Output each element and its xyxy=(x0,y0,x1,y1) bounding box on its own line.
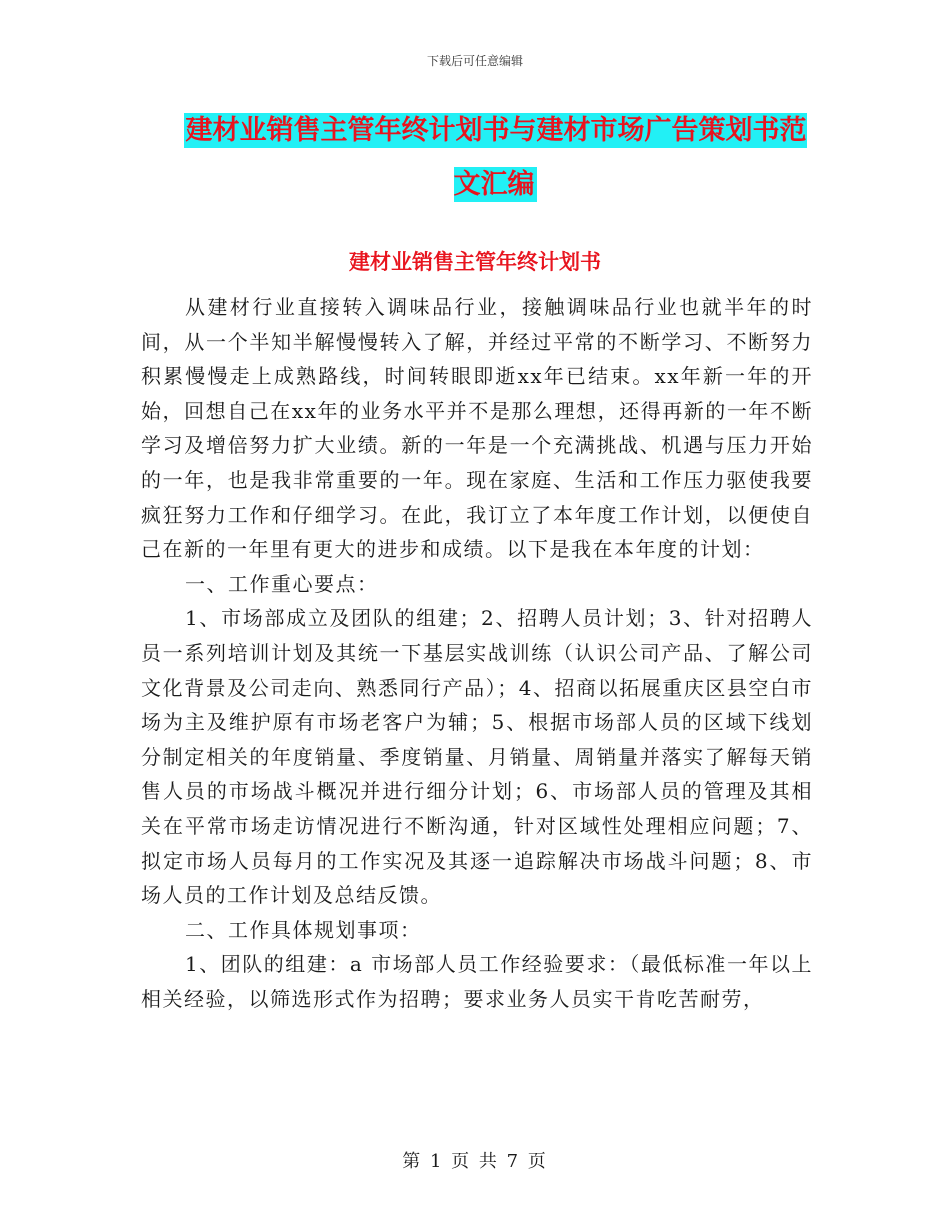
page-header-note: 下载后可任意编辑 xyxy=(426,54,523,68)
page-number: 第 1 页 共 7 页 xyxy=(402,1151,548,1172)
document-title xyxy=(180,104,810,212)
document-title-text: 建材业销售主管年终计划书与建材市场广告策划书范文汇编 xyxy=(185,115,807,200)
body-paragraph: 从建材行业直接转入调味品行业，接触调味品行业也就半年的时间，从一个半知半解慢慢转入了解，并经过平常的不断学习、不断努力积累慢慢走上成熟路线，时间转眼即逝xx年已结束。xx年新一年的开始，回想自己在xx年的业务水平并不是那么理想，还得再新的一年不断学习及增倍努力扩大业绩。新的一年是一个充满挑战、机遇与压力开始的一年，也是我非常重要的一年。现在家庭、生活和工作压力驱使我要疯狂努力工作和仔细学习。在此，我订立了本年度工作计划，以便使自己在新的一年里有更大的进步和成绩。以下是我在本年度的计划： xyxy=(141,295,813,562)
document-body xyxy=(141,290,813,1016)
body-paragraph: 一、工作重心要点： xyxy=(185,571,379,596)
body-paragraph: 1、团队的组建：a 市场部人员工作经验要求：（最低标准一年以上相关经验，以筛选形式作为招聘；要求业务人员实干肯吃苦耐劳， xyxy=(141,952,813,1011)
section-title: 建材业销售主管年终计划书 xyxy=(349,250,601,274)
body-paragraph: 1、市场部成立及团队的组建；2、招聘人员计划；3、针对招聘人员一系列培训计划及其统一下基层实战训练（认识公司产品、了解公司文化背景及公司走向、熟悉同行产品）；4、招商以拓展重庆区县空白市场为主及维护原有市场老客户为辅；5、根据市场部人员的区域下线划分制定相关的年度销量、季度销量、月销量、周销量并落实了解每天销售人员的市场战斗概况并进行细分计划；6、市场部人员的管理及其相关在平常市场走访情况进行不断沟通，针对区域性处理相应问题；7、拟定市场人员每月的工作实况及其逐一追踪解决市场战斗问题；8、市场人员的工作计划及总结反馈。 xyxy=(141,606,813,908)
body-paragraph: 二、工作具体规划事项： xyxy=(185,917,422,942)
